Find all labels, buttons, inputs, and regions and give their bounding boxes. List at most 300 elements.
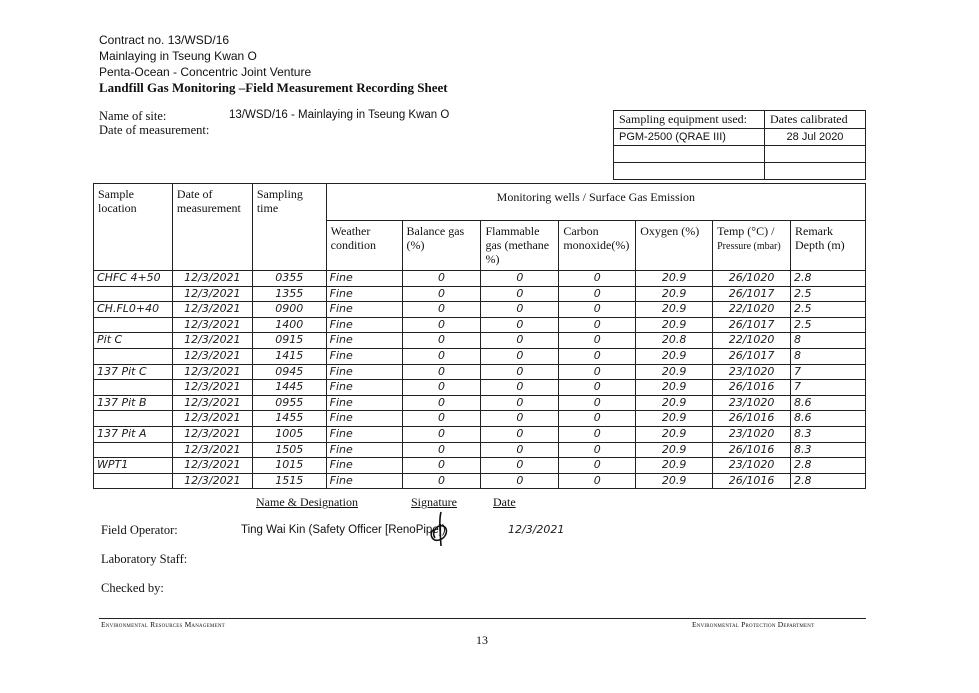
cell-flammable-gas-value: 0 [516, 286, 524, 300]
cell-date-value: 12/3/2021 [184, 317, 241, 331]
cell-carbon-monoxide-value: 0 [593, 426, 601, 440]
cell-flammable-gas [481, 458, 559, 474]
cell-date [172, 458, 252, 474]
cell-carbon-monoxide [559, 473, 636, 489]
cell-sampling-time-value: 1415 [275, 348, 304, 362]
cell-flammable-gas-value: 0 [516, 395, 524, 409]
cell-oxygen-value: 20.9 [661, 364, 687, 378]
cell-oxygen-value: 20.9 [661, 380, 687, 394]
cell-weather [326, 302, 402, 318]
cell-oxygen [636, 442, 713, 458]
cell-temp-pressure-value: 23/1020 [728, 426, 775, 440]
cell-balance-gas [402, 426, 481, 442]
cell-balance-gas [402, 286, 481, 302]
sheet-title: Landfill Gas Monitoring –Field Measurement Recording Sheet [99, 80, 448, 95]
cell-carbon-monoxide [559, 348, 636, 364]
cell-date-value: 12/3/2021 [184, 364, 241, 378]
cell-depth-value: 8.6 [794, 411, 812, 425]
cell-oxygen [636, 348, 713, 364]
cell-flammable-gas-value: 0 [516, 458, 524, 472]
cell-sampling-time [252, 380, 326, 396]
cell-weather-value: Fine [329, 473, 353, 487]
cell-depth-value: 7 [794, 380, 802, 394]
calibrated-cell: 28 Jul 2020 [765, 129, 866, 146]
cell-sample-location [94, 333, 173, 349]
cell-flammable-gas [481, 473, 559, 489]
cell-oxygen-value: 20.9 [661, 458, 687, 472]
cell-depth [791, 442, 866, 458]
cell-sample-location [94, 442, 173, 458]
cell-flammable-gas [481, 364, 559, 380]
cell-balance-gas-value: 0 [438, 458, 445, 472]
cell-date [172, 380, 252, 396]
cell-sampling-time-value: 0355 [275, 271, 304, 284]
cell-oxygen-value: 20.9 [661, 426, 687, 440]
table-row [94, 348, 866, 364]
cell-sample-location-value: WPT1 [97, 458, 129, 472]
cell-sampling-time [252, 286, 326, 302]
cell-carbon-monoxide-value: 0 [593, 364, 601, 378]
cell-temp-pressure-value: 23/1020 [728, 364, 775, 378]
cell-depth-value: 8.3 [794, 426, 812, 440]
cell-temp-pressure [713, 317, 791, 333]
cell-oxygen-value: 20.9 [661, 442, 687, 456]
cell-carbon-monoxide [559, 395, 636, 411]
cell-sample-location [94, 411, 173, 427]
table-row [94, 333, 866, 349]
cell-weather [326, 380, 402, 396]
cell-weather-value: Fine [329, 317, 353, 331]
cell-sample-location-value: 137 Pit C [97, 364, 147, 378]
cell-weather-value: Fine [329, 364, 353, 378]
cell-balance-gas [402, 333, 481, 349]
table-row [94, 426, 866, 442]
cell-carbon-monoxide [559, 333, 636, 349]
cell-flammable-gas [481, 411, 559, 427]
cell-temp-pressure-value: 22/1020 [728, 302, 775, 316]
table-row [94, 302, 866, 318]
cell-depth-value: 8.6 [794, 395, 812, 409]
cell-sampling-time [252, 364, 326, 380]
laboratory-staff-label: Laboratory Staff: [101, 552, 188, 566]
cell-depth-value: 2.8 [794, 473, 812, 487]
signoff-signature-header: Signature [411, 495, 457, 509]
cell-oxygen-value: 20.9 [661, 395, 687, 409]
cell-depth [791, 395, 866, 411]
cell-depth [791, 333, 866, 349]
cell-sampling-time-value: 1455 [275, 411, 304, 425]
cell-flammable-gas [481, 348, 559, 364]
cell-temp-pressure-value: 22/1020 [728, 333, 775, 347]
cell-balance-gas-value: 0 [438, 442, 445, 456]
date-of-measurement-label: Date of measurement: [99, 123, 210, 137]
cell-flammable-gas [481, 333, 559, 349]
cell-oxygen-value: 20.9 [661, 411, 687, 425]
cell-carbon-monoxide-value: 0 [593, 271, 601, 284]
cell-sampling-time [252, 473, 326, 489]
site-name-value: 13/WSD/16 - Mainlaying in Tseung Kwan O [229, 109, 450, 121]
cell-date [172, 348, 252, 364]
cell-sampling-time-value: 1005 [275, 426, 304, 440]
cell-sampling-time [252, 302, 326, 318]
cell-carbon-monoxide [559, 411, 636, 427]
cell-weather [326, 458, 402, 474]
cell-sample-location [94, 317, 173, 333]
cell-balance-gas [402, 348, 481, 364]
cell-weather-value: Fine [329, 302, 353, 316]
cell-depth [791, 348, 866, 364]
cell-sample-location-value: CH.FL0+40 [97, 302, 160, 316]
cell-flammable-gas-value: 0 [516, 411, 524, 425]
cell-flammable-gas [481, 426, 559, 442]
cell-carbon-monoxide-value: 0 [593, 473, 601, 487]
cell-date-value: 12/3/2021 [184, 286, 241, 300]
cell-carbon-monoxide [559, 317, 636, 333]
cell-sampling-time-value: 1015 [275, 458, 304, 472]
cell-oxygen [636, 411, 713, 427]
cell-flammable-gas-value: 0 [516, 364, 524, 378]
cell-sampling-time [252, 333, 326, 349]
cell-date-value: 12/3/2021 [184, 458, 241, 472]
cell-carbon-monoxide [559, 426, 636, 442]
cell-sampling-time-value: 1400 [275, 317, 304, 331]
header-temp-pressure [713, 220, 791, 270]
cell-temp-pressure [713, 395, 791, 411]
header-date: Date of measurement [172, 184, 252, 271]
cell-temp-pressure [713, 333, 791, 349]
field-operator-label: Field Operator: [101, 523, 178, 537]
cell-temp-pressure-value: 26/1016 [728, 473, 775, 487]
cell-oxygen-value: 20.8 [661, 333, 687, 347]
cell-depth-value: 8 [794, 348, 802, 362]
cell-depth-value: 7 [794, 364, 802, 378]
cell-balance-gas [402, 442, 481, 458]
cell-carbon-monoxide-value: 0 [593, 317, 601, 331]
cell-flammable-gas-value: 0 [516, 302, 524, 316]
cell-carbon-monoxide [559, 380, 636, 396]
cell-depth [791, 317, 866, 333]
cell-sample-location [94, 380, 173, 396]
cell-temp-pressure [713, 302, 791, 318]
cell-sample-location-value: Pit C [97, 333, 123, 347]
table-row [94, 380, 866, 396]
cell-weather-value: Fine [329, 348, 353, 362]
table-row [94, 364, 866, 380]
cell-date-value: 12/3/2021 [184, 426, 241, 440]
cell-sample-location [94, 458, 173, 474]
cell-sample-location [94, 286, 173, 302]
cell-weather [326, 317, 402, 333]
cell-oxygen-value: 20.9 [661, 317, 687, 331]
cell-balance-gas [402, 411, 481, 427]
cell-depth [791, 286, 866, 302]
cell-carbon-monoxide-value: 0 [593, 395, 601, 409]
cell-sample-location-value: 137 Pit A [97, 426, 147, 440]
cell-flammable-gas [481, 395, 559, 411]
signoff-name-header: Name & Designation [256, 495, 358, 509]
table-row [94, 271, 866, 287]
cell-carbon-monoxide-value: 0 [593, 380, 601, 394]
cell-sampling-time-value: 0900 [275, 302, 304, 316]
header-flammable-gas: Flammable gas (methane %) [481, 220, 559, 270]
cell-sampling-time [252, 411, 326, 427]
cell-temp-pressure [713, 348, 791, 364]
cell-balance-gas [402, 302, 481, 318]
equipment-cell: PGM-2500 (QRAE III) [614, 129, 765, 146]
cell-carbon-monoxide [559, 271, 636, 287]
cell-date [172, 271, 252, 287]
cell-weather [326, 395, 402, 411]
cell-temp-pressure [713, 271, 791, 287]
equipment-header: Sampling equipment used: [614, 111, 765, 129]
page-number: 13 [476, 633, 488, 647]
cell-carbon-monoxide-value: 0 [593, 458, 601, 472]
cell-sampling-time [252, 426, 326, 442]
cell-date-value: 12/3/2021 [184, 348, 241, 362]
cell-carbon-monoxide [559, 458, 636, 474]
cell-balance-gas-value: 0 [438, 426, 445, 440]
cell-balance-gas-value: 0 [438, 317, 445, 331]
footer-divider [99, 618, 866, 619]
cell-date-value: 12/3/2021 [184, 333, 241, 347]
cell-depth [791, 364, 866, 380]
cell-date-value: 12/3/2021 [184, 380, 241, 394]
cell-temp-pressure-value: 23/1020 [728, 395, 775, 409]
cell-temp-pressure [713, 473, 791, 489]
cell-sampling-time-value: 1515 [275, 473, 304, 487]
cell-balance-gas-value: 0 [438, 302, 445, 316]
cell-weather-value: Fine [329, 458, 353, 472]
cell-date [172, 411, 252, 427]
cell-balance-gas [402, 271, 481, 287]
header-temp: Temp (°C) / [717, 223, 775, 238]
cell-balance-gas [402, 364, 481, 380]
cell-flammable-gas-value: 0 [516, 380, 524, 394]
cell-temp-pressure [713, 364, 791, 380]
cell-depth [791, 271, 866, 287]
table-row [94, 286, 866, 302]
equipment-table [613, 110, 866, 180]
cell-oxygen [636, 426, 713, 442]
cell-temp-pressure-value: 26/1016 [728, 411, 775, 425]
header-balance-gas: Balance gas (%) [402, 220, 481, 270]
cell-temp-pressure [713, 442, 791, 458]
cell-flammable-gas-value: 0 [516, 473, 524, 487]
cell-balance-gas [402, 458, 481, 474]
table-row [94, 395, 866, 411]
cell-weather [326, 364, 402, 380]
cell-carbon-monoxide [559, 364, 636, 380]
cell-oxygen [636, 333, 713, 349]
cell-sampling-time [252, 271, 326, 287]
cell-balance-gas-value: 0 [438, 380, 445, 394]
cell-oxygen [636, 458, 713, 474]
cell-sampling-time [252, 348, 326, 364]
cell-sampling-time [252, 395, 326, 411]
cell-depth-value: 2.8 [794, 458, 812, 472]
cell-temp-pressure-value: 26/1017 [728, 286, 775, 300]
cell-weather-value: Fine [329, 395, 353, 409]
cell-date-value: 12/3/2021 [184, 473, 241, 487]
cell-sample-location [94, 426, 173, 442]
cell-sampling-time-value: 1505 [275, 442, 304, 456]
cell-balance-gas [402, 380, 481, 396]
cell-carbon-monoxide [559, 442, 636, 458]
cell-balance-gas-value: 0 [438, 271, 445, 284]
cell-temp-pressure-value: 23/1020 [728, 458, 775, 472]
table-row [94, 317, 866, 333]
cell-date-value: 12/3/2021 [184, 395, 241, 409]
signoff-date-header: Date [493, 495, 516, 509]
header-sample-location: Sample location [94, 184, 173, 271]
cell-sample-location [94, 395, 173, 411]
cell-date [172, 473, 252, 489]
cell-weather-value: Fine [329, 442, 353, 456]
cell-date [172, 302, 252, 318]
cell-weather [326, 473, 402, 489]
cell-depth-value: 8 [794, 333, 802, 347]
checked-by-label: Checked by: [101, 581, 164, 595]
cell-flammable-gas-value: 0 [516, 317, 524, 331]
footer-right: Environmental Protection Department [692, 620, 815, 629]
cell-weather-value: Fine [329, 271, 353, 284]
cell-depth [791, 411, 866, 427]
cell-date-value: 12/3/2021 [184, 442, 241, 456]
cell-oxygen-value: 20.9 [661, 302, 687, 316]
header-sampling-time: Sampling time [252, 184, 326, 271]
cell-weather-value: Fine [329, 426, 353, 440]
cell-balance-gas-value: 0 [438, 333, 445, 347]
table-row [94, 411, 866, 427]
cell-flammable-gas [481, 380, 559, 396]
equipment-cell [614, 163, 765, 180]
cell-date [172, 286, 252, 302]
cell-carbon-monoxide-value: 0 [593, 348, 601, 362]
cell-depth-value: 2.8 [794, 271, 812, 284]
cell-oxygen [636, 364, 713, 380]
cell-sampling-time [252, 458, 326, 474]
cell-sample-location-value: 137 Pit B [97, 395, 147, 409]
cell-flammable-gas-value: 0 [516, 271, 524, 284]
cell-date [172, 333, 252, 349]
cell-oxygen [636, 286, 713, 302]
header-weather: Weather condition [326, 220, 402, 270]
cell-carbon-monoxide [559, 302, 636, 318]
cell-flammable-gas-value: 0 [516, 442, 524, 456]
cell-sampling-time-value: 1355 [275, 286, 304, 300]
cell-sample-location [94, 302, 173, 318]
cell-flammable-gas-value: 0 [516, 348, 524, 362]
contractor-name: Penta-Ocean - Concentric Joint Venture [99, 65, 312, 79]
cell-weather [326, 411, 402, 427]
cell-depth-value: 2.5 [794, 317, 812, 331]
cell-temp-pressure-value: 26/1017 [728, 348, 775, 362]
cell-date [172, 317, 252, 333]
cell-flammable-gas [481, 302, 559, 318]
cell-weather-value: Fine [329, 411, 353, 425]
cell-sampling-time-value: 0915 [275, 333, 304, 347]
header-remark-depth: Remark Depth (m) [791, 220, 866, 270]
cell-depth [791, 302, 866, 318]
cell-balance-gas-value: 0 [438, 286, 445, 300]
cell-flammable-gas [481, 317, 559, 333]
cell-sample-location-value: CHFC 4+50 [97, 271, 161, 284]
cell-temp-pressure [713, 286, 791, 302]
cell-date-value: 12/3/2021 [184, 411, 241, 425]
cell-oxygen [636, 317, 713, 333]
cell-weather [326, 348, 402, 364]
cell-oxygen [636, 380, 713, 396]
field-operator-date: 12/3/2021 [508, 523, 565, 536]
cell-balance-gas-value: 0 [438, 348, 445, 362]
cell-weather [326, 333, 402, 349]
cell-temp-pressure-value: 26/1017 [728, 317, 775, 331]
cell-oxygen [636, 302, 713, 318]
cell-balance-gas [402, 317, 481, 333]
header-pressure: Pressure (mbar) [717, 240, 781, 252]
signature-mark [425, 510, 455, 548]
cell-weather-value: Fine [329, 333, 353, 347]
table-row [94, 458, 866, 474]
calibrated-cell [765, 146, 866, 163]
measurement-table [93, 183, 866, 489]
cell-oxygen-value: 20.9 [661, 286, 687, 300]
cell-temp-pressure-value: 26/1016 [728, 380, 775, 394]
cell-balance-gas-value: 0 [438, 411, 445, 425]
cell-depth [791, 473, 866, 489]
cell-flammable-gas [481, 442, 559, 458]
header-carbon-monoxide: Carbon monoxide(%) [559, 220, 636, 270]
cell-balance-gas-value: 0 [438, 473, 445, 487]
cell-sampling-time [252, 442, 326, 458]
cell-oxygen [636, 271, 713, 287]
cell-oxygen-value: 20.9 [661, 348, 687, 362]
cell-depth [791, 426, 866, 442]
cell-balance-gas [402, 395, 481, 411]
cell-carbon-monoxide-value: 0 [593, 286, 601, 300]
cell-date [172, 442, 252, 458]
cell-temp-pressure-value: 26/1020 [728, 271, 775, 284]
table-row [94, 442, 866, 458]
cell-date-value: 12/3/2021 [184, 271, 241, 284]
field-operator-name: Ting Wai Kin (Safety Officer [RenoPipe]) [241, 524, 446, 536]
header-oxygen: Oxygen (%) [636, 220, 713, 270]
cell-depth-value: 2.5 [794, 286, 812, 300]
cell-weather [326, 271, 402, 287]
cell-sample-location [94, 271, 173, 287]
cell-sample-location [94, 473, 173, 489]
cell-sample-location [94, 364, 173, 380]
project-name: Mainlaying in Tseung Kwan O [99, 49, 257, 63]
cell-sampling-time-value: 0955 [275, 395, 304, 409]
cell-weather [326, 442, 402, 458]
cell-flammable-gas [481, 286, 559, 302]
cell-sampling-time-value: 0945 [275, 364, 304, 378]
cell-depth [791, 380, 866, 396]
cell-carbon-monoxide-value: 0 [593, 333, 601, 347]
cell-weather-value: Fine [329, 380, 353, 394]
cell-oxygen-value: 20.9 [661, 271, 687, 284]
site-name-label: Name of site: [99, 109, 167, 123]
cell-depth-value: 8.3 [794, 442, 812, 456]
table-row [94, 473, 866, 489]
cell-flammable-gas [481, 271, 559, 287]
cell-temp-pressure [713, 411, 791, 427]
cell-temp-pressure [713, 380, 791, 396]
cell-temp-pressure-value: 26/1016 [728, 442, 775, 456]
equipment-cell [614, 146, 765, 163]
cell-balance-gas [402, 473, 481, 489]
